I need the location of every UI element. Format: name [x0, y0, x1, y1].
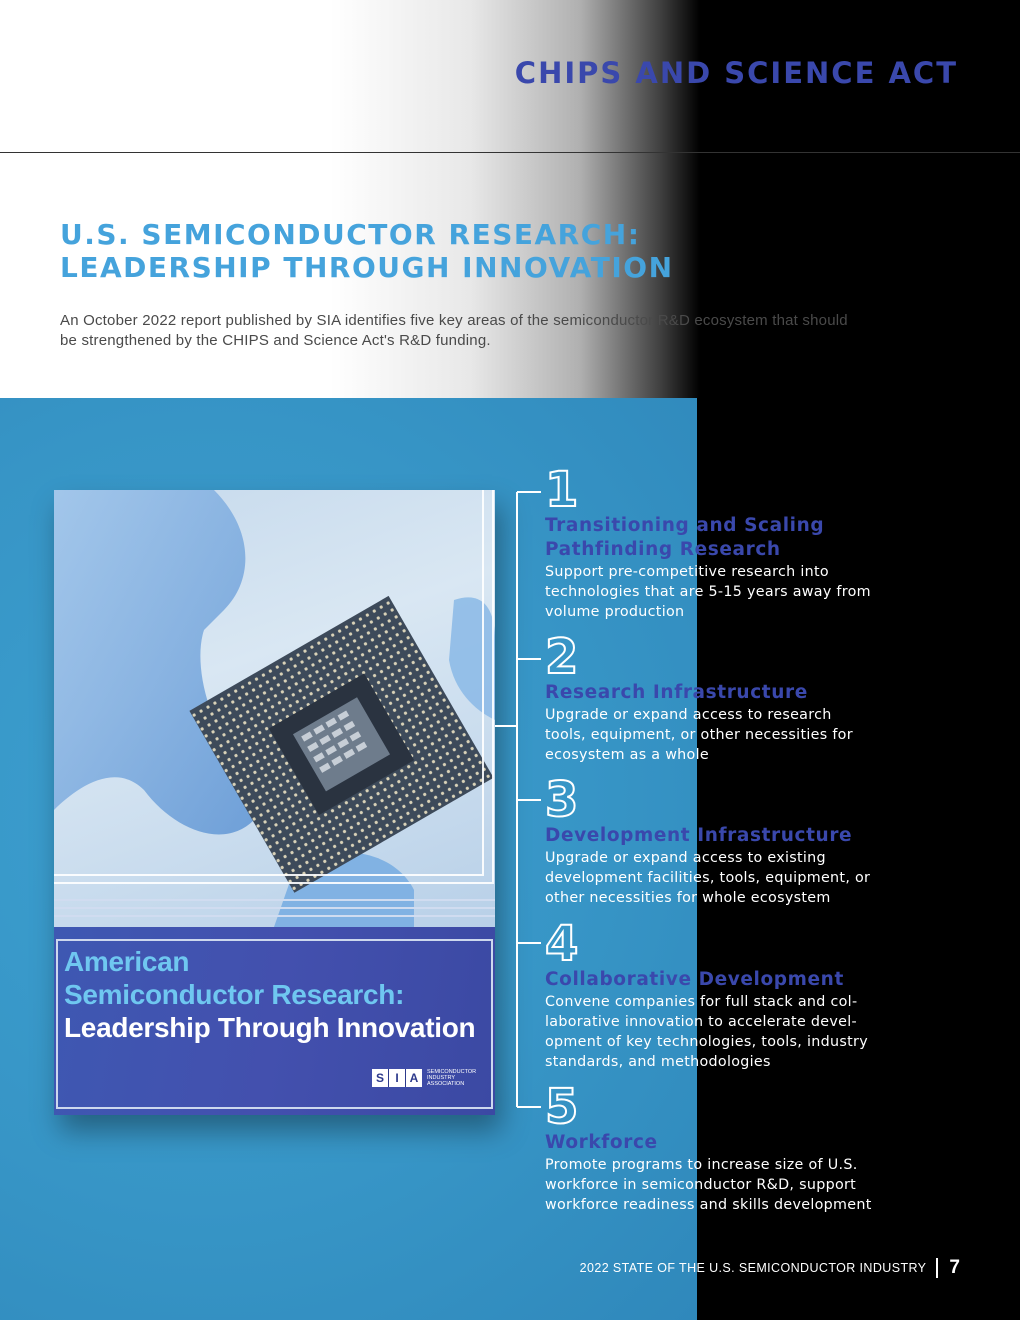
area-title-3	[545, 824, 852, 848]
area-description-4	[545, 992, 875, 1072]
report-cover	[54, 490, 495, 1115]
cover-rule	[54, 899, 495, 901]
cover-rule	[54, 915, 495, 917]
sia-name-line: ASSOCIATION	[427, 1081, 465, 1087]
area-number-5: 5	[545, 1079, 579, 1135]
sia-logo-name	[427, 1069, 495, 1087]
area-title-1	[545, 514, 824, 562]
area-description-1	[545, 562, 875, 622]
area-desc-line: Upgrade or expand access to research	[545, 707, 832, 723]
sia-letter: A	[409, 1071, 419, 1085]
cover-frame-inner	[54, 490, 494, 884]
area-desc-line: ecosystem as a whole	[545, 747, 709, 763]
area-desc-line: opment of key technologies, tools, industry	[545, 1034, 868, 1050]
sia-logo	[372, 1068, 495, 1088]
area-title-line: Research Infrastructure	[545, 682, 808, 703]
area-number-3: 3	[545, 772, 579, 828]
area-desc-line: technologies that are 5-15 years away from	[545, 584, 871, 600]
cover-rule	[54, 907, 495, 909]
area-number-1: 1	[545, 462, 579, 518]
area-number-4: 4	[545, 916, 579, 972]
sia-name-line: SEMICONDUCTOR	[427, 1069, 477, 1075]
header-divider	[0, 152, 1020, 153]
area-desc-line: volume production	[545, 604, 685, 620]
area-desc-line: workforce readiness and skills development	[545, 1197, 872, 1213]
area-desc-line: Convene companies for full stack and col-	[545, 994, 858, 1010]
footer-publication: 2022 STATE OF THE U.S. SEMICONDUCTOR INDUSTRY	[579, 1261, 927, 1275]
area-desc-line: standards, and methodologies	[545, 1054, 771, 1070]
area-description-3	[545, 848, 875, 908]
page-footer	[580, 1256, 960, 1280]
area-title-5	[545, 1131, 658, 1155]
area-title-line: Pathfinding Research	[545, 539, 781, 560]
area-description-5	[545, 1155, 875, 1215]
area-desc-line: Promote programs to increase size of U.S.	[545, 1157, 858, 1173]
sia-letter: I	[389, 1069, 406, 1087]
area-title-line: Development Infrastructure	[545, 825, 853, 846]
page-number: 7	[949, 1257, 960, 1278]
intro-paragraph: An October 2022 report published by SIA identifies five key areas of the semiconductor R&D ecosystem that should be strengthened by the CHIPS and Science Act's R&D funding.	[60, 312, 848, 349]
cover-title-line-1: American	[64, 946, 190, 977]
cover-title	[64, 945, 475, 1044]
area-title-line: Transitioning and Scaling	[545, 515, 825, 536]
area-desc-line: Upgrade or expand access to existing	[545, 850, 826, 866]
footer-divider	[936, 1258, 938, 1278]
area-desc-line: tools, equipment, or other necessities for	[545, 727, 853, 743]
area-description-2	[545, 705, 875, 765]
sia-logo-letters	[372, 1069, 422, 1087]
area-title-2	[545, 681, 808, 705]
area-title-4	[545, 968, 844, 992]
sia-name-line: INDUSTRY	[427, 1075, 456, 1081]
page-title	[60, 218, 674, 284]
area-title-line: Collaborative Development	[545, 969, 844, 990]
page-title-line-2: LEADERSHIP THROUGH INNOVATION	[60, 251, 674, 284]
cover-title-line-2: Semiconductor Research:	[64, 979, 405, 1010]
area-desc-line: workforce in semiconductor R&D, support	[545, 1177, 857, 1193]
area-title-line: Workforce	[545, 1132, 658, 1153]
area-desc-line: other necessities for whole ecosystem	[545, 890, 831, 906]
area-number-2: 2	[545, 629, 579, 685]
section-label: CHIPS AND SCIENCE ACT	[514, 56, 958, 90]
sia-letter: S	[372, 1069, 389, 1087]
area-desc-line: Support pre-competitive research into	[545, 564, 829, 580]
area-desc-line: laborative innovation to accelerate devel-	[545, 1014, 857, 1030]
area-desc-line: development facilities, tools, equipment, or	[545, 870, 871, 886]
cover-title-line-3: Leadership Through Innovation	[64, 1012, 476, 1043]
page-title-line-1: U.S. SEMICONDUCTOR RESEARCH:	[60, 218, 641, 251]
